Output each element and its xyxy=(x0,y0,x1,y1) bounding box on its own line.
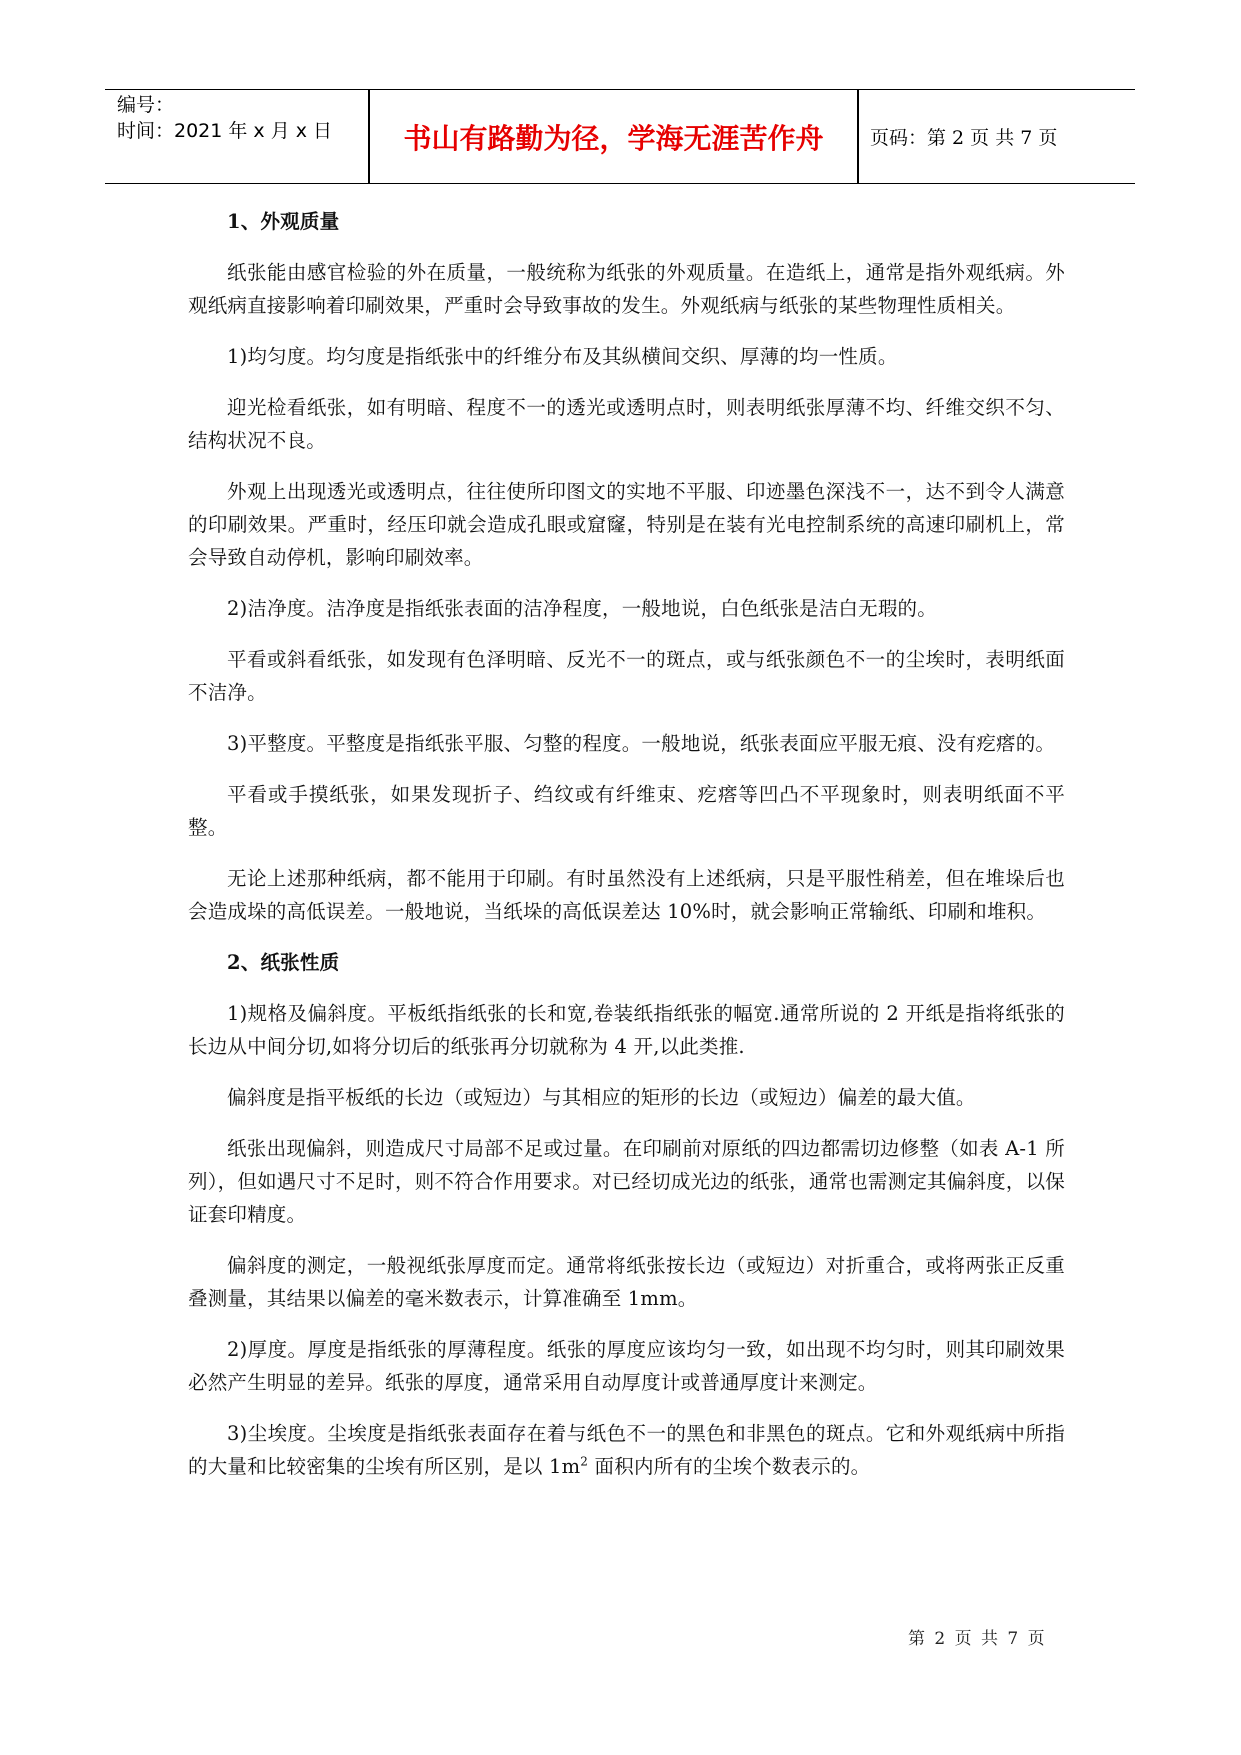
page-footer: 第 2 页 共 7 页 xyxy=(908,1629,1047,1649)
paragraph: 平看或斜看纸张，如发现有色泽明暗、反光不一的斑点，或与纸张颜色不一的尘埃时，表明纸面不洁净。 xyxy=(188,648,1065,704)
paragraph: 偏斜度的测定，一般视纸张厚度而定。通常将纸张按长边（或短边）对折重合，或将两张正反重叠测量，其结果以偏差的毫米数表示，计算准确至 1mm。 xyxy=(188,1254,1065,1310)
section-heading: 1、外观质量 xyxy=(227,210,340,233)
paragraph: 2)厚度。厚度是指纸张的厚薄程度。纸张的厚度应该均匀一致，如出现不均匀时，则其印刷效果必然产生明显的差异。纸张的厚度，通常采用自动厚度计或普通厚度计来测定。 xyxy=(188,1338,1065,1394)
paragraph: 1)均匀度。均匀度是指纸张中的纤维分布及其纵横间交织、厚薄的均一性质。 xyxy=(227,345,898,368)
time-label: 时间：2021 年 x 月 x 日 xyxy=(117,120,333,142)
section-heading: 2、纸张性质 xyxy=(227,951,340,974)
paragraph: 纸张出现偏斜，则造成尺寸局部不足或过量。在印刷前对原纸的四边都需切边修整（如表 A-1 所列），但如遇尺寸不足时，则不符合作用要求。对已经切成光边的纸张，通常也需测定其偏斜度，以保证套印精度。 xyxy=(188,1137,1065,1226)
paragraph: 偏斜度是指平板纸的长边（或短边）与其相应的矩形的长边（或短边）偏差的最大值。 xyxy=(227,1086,976,1109)
header-table xyxy=(105,89,1135,184)
paragraph: 外观上出现透光或透明点，往往使所印图文的实地不平服、印迹墨色深浅不一，达不到令人满意的印刷效果。严重时，经压印就会造成孔眼或窟窿，特别是在装有光电控制系统的高速印刷机上，常会导致自动停机，影响印刷效率。 xyxy=(188,480,1065,569)
paragraph xyxy=(188,1417,1065,1483)
paragraph: 无论上述那种纸病，都不能用于印刷。有时虽然没有上述纸病，只是平服性稍差，但在堆垛后也会造成垛的高低误差。一般地说，当纸垛的高低误差达 10%时，就会影响正常输纸、印刷和堆积。 xyxy=(188,867,1065,923)
header-motto: 书山有路勤为径，学海无涯苦作舟 xyxy=(403,121,824,155)
document-body xyxy=(188,205,1065,1483)
paragraph: 纸张能由感官检验的外在质量，一般统称为纸张的外观质量。在造纸上，通常是指外观纸病。外观纸病直接影响着印刷效果，严重时会导致事故的发生。外观纸病与纸张的某些物理性质相关。 xyxy=(188,261,1065,317)
header-page-info: 页码：第 2 页 共 7 页 xyxy=(870,127,1058,149)
paragraph: 3)平整度。平整度是指纸张平服、匀整的程度。一般地说，纸张表面应平服无痕、没有疙瘩的。 xyxy=(227,732,1056,755)
paragraph-text: 面积内所有的尘埃个数表示的。 xyxy=(588,1455,871,1478)
superscript: 2 xyxy=(580,1454,589,1469)
serial-label: 编号： xyxy=(117,94,175,116)
paragraph: 平看或手摸纸张，如果发现折子、绉纹或有纤维束、疙瘩等凹凸不平现象时，则表明纸面不平整。 xyxy=(188,783,1065,839)
header-divider-right xyxy=(857,90,859,183)
header-meta xyxy=(117,92,367,181)
paragraph: 2)洁净度。洁净度是指纸张表面的洁净程度，一般地说，白色纸张是洁白无瑕的。 xyxy=(227,597,937,620)
paragraph: 1)规格及偏斜度。平板纸指纸张的长和宽,卷装纸指纸张的幅宽.通常所说的 2 开纸是指将纸张的长边从中间分切,如将分切后的纸张再分切就称为 4 开,以此类推. xyxy=(188,1002,1065,1058)
paragraph: 迎光检看纸张，如有明暗、程度不一的透光或透明点时，则表明纸张厚薄不均、纤维交织不匀、结构状况不良。 xyxy=(188,396,1065,452)
paragraph-text: 3)尘埃度。尘埃度是指纸张表面存在着与纸色不一的黑色和非黑色的斑点。它和外观纸病中所指的大量和比较密集的尘埃有所区别，是以 1m xyxy=(188,1422,1065,1478)
